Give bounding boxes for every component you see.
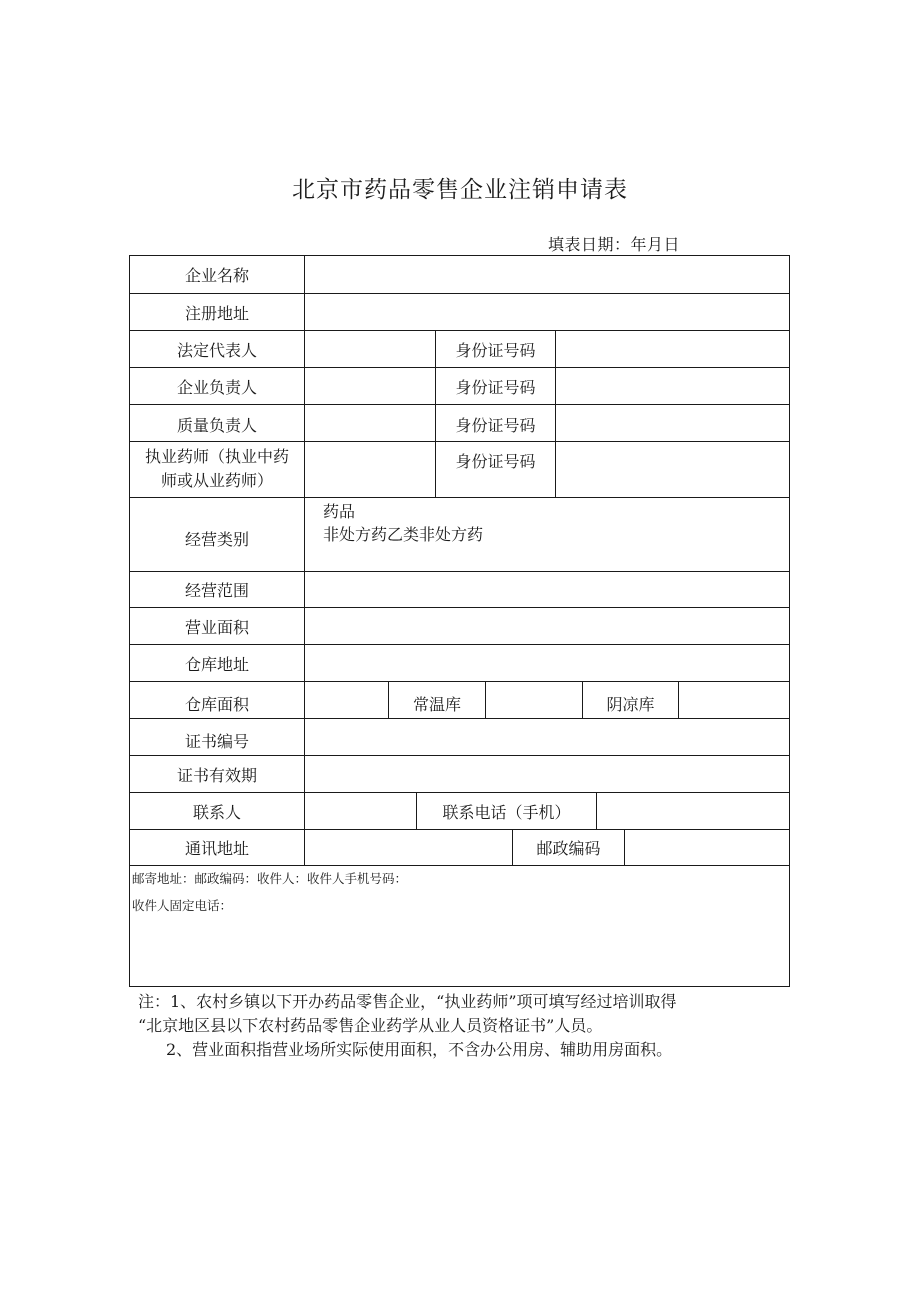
company-name-label: 企业名称 bbox=[184, 266, 249, 285]
quality-head-field[interactable] bbox=[304, 405, 435, 441]
footnotes bbox=[130, 990, 790, 1062]
contact-phone-field[interactable] bbox=[596, 793, 789, 829]
warehouse-address-label: 仓库地址 bbox=[184, 654, 249, 674]
pharmacist-id-label: 身份证号码 bbox=[435, 442, 555, 497]
row-quality-head bbox=[130, 405, 789, 442]
application-form bbox=[129, 255, 790, 987]
row-company-name bbox=[130, 256, 789, 294]
cert-number-field[interactable] bbox=[304, 719, 789, 755]
quality-head-id-field[interactable] bbox=[555, 405, 789, 441]
cert-validity-label: 证书有效期 bbox=[176, 765, 257, 785]
business-scope-field[interactable] bbox=[304, 572, 789, 607]
registered-address-field[interactable] bbox=[304, 294, 789, 330]
contact-label: 联系人 bbox=[192, 802, 241, 822]
warehouse-area-field[interactable] bbox=[304, 682, 388, 718]
business-category-label: 经营类别 bbox=[184, 530, 249, 549]
mailing-address-label: 通讯地址 bbox=[184, 839, 249, 858]
pharmacist-label-line2: 师或从业药师） bbox=[160, 471, 273, 490]
cool-storage-field[interactable] bbox=[678, 682, 789, 718]
business-category-otc: 非处方药乙类非处方药 bbox=[323, 525, 484, 544]
mail-info-line1: 邮寄地址：邮政编码：收件人：收件人手机号码： bbox=[132, 871, 408, 886]
legal-rep-field[interactable] bbox=[304, 331, 435, 367]
pharmacist-label bbox=[130, 442, 304, 497]
postal-code-label: 邮政编码 bbox=[512, 830, 624, 865]
row-pharmacist bbox=[130, 442, 789, 498]
pharmacist-field[interactable] bbox=[304, 442, 435, 497]
business-category-field[interactable] bbox=[304, 498, 789, 571]
warehouse-area-label: 仓库面积 bbox=[184, 695, 249, 714]
postal-code-field[interactable] bbox=[624, 830, 789, 865]
row-warehouse-area bbox=[130, 682, 789, 719]
row-legal-rep bbox=[130, 331, 789, 368]
legal-rep-id-field[interactable] bbox=[555, 331, 789, 367]
note-1: 注：1、农村乡镇以下开办药品零售企业，“执业药师”项可填写经过培训取得 bbox=[138, 992, 677, 1011]
legal-rep-id-label: 身份证号码 bbox=[435, 331, 555, 367]
company-head-id-label: 身份证号码 bbox=[435, 368, 555, 404]
row-business-category bbox=[130, 498, 789, 572]
row-warehouse-address bbox=[130, 645, 789, 682]
row-mailing-address bbox=[130, 830, 789, 866]
business-area-label: 营业面积 bbox=[184, 617, 249, 637]
row-business-area bbox=[130, 608, 789, 645]
business-area-field[interactable] bbox=[304, 608, 789, 644]
mail-info-area[interactable] bbox=[130, 866, 789, 986]
business-category-drug: 药品 bbox=[323, 502, 356, 521]
company-head-id-field[interactable] bbox=[555, 368, 789, 404]
warehouse-address-field[interactable] bbox=[304, 645, 789, 681]
company-head-field[interactable] bbox=[304, 368, 435, 404]
row-registered-address bbox=[130, 294, 789, 331]
quality-head-label: 质量负责人 bbox=[176, 416, 257, 435]
cool-storage-label: 阴凉库 bbox=[582, 682, 678, 718]
normal-temp-field[interactable] bbox=[485, 682, 582, 718]
legal-rep-label: 法定代表人 bbox=[176, 340, 257, 360]
row-contact bbox=[130, 793, 789, 830]
contact-phone-label: 联系电话（手机） bbox=[416, 793, 596, 829]
cert-validity-field[interactable] bbox=[304, 756, 789, 792]
row-cert-validity bbox=[130, 756, 789, 793]
normal-temp-label: 常温库 bbox=[388, 682, 485, 718]
cert-number-label: 证书编号 bbox=[184, 732, 249, 751]
pharmacist-id-field[interactable] bbox=[555, 442, 789, 497]
note-1-continued: “北京地区县以下农村药品零售企业药学从业人员资格证书”人员。 bbox=[138, 1016, 603, 1035]
row-cert-number bbox=[130, 719, 789, 756]
registered-address-label: 注册地址 bbox=[184, 303, 249, 323]
mailing-address-field[interactable] bbox=[304, 830, 512, 865]
quality-head-id-label: 身份证号码 bbox=[435, 405, 555, 441]
contact-field[interactable] bbox=[304, 793, 416, 829]
row-company-head bbox=[130, 368, 789, 405]
page-title: 北京市药品零售企业注销申请表 bbox=[292, 177, 628, 203]
row-business-scope bbox=[130, 572, 789, 608]
business-scope-label: 经营范围 bbox=[184, 581, 249, 600]
note-2: 2、营业面积指营业场所实际使用面积，不含办公用房、辅助用房面积。 bbox=[166, 1040, 673, 1059]
pharmacist-label-line1: 执业药师（执业中药 bbox=[144, 447, 289, 466]
company-name-field[interactable] bbox=[304, 256, 789, 293]
fill-date: 填表日期：年月日 bbox=[548, 235, 681, 254]
company-head-label: 企业负责人 bbox=[176, 377, 257, 397]
mail-info-line2: 收件人固定电话： bbox=[132, 898, 233, 913]
